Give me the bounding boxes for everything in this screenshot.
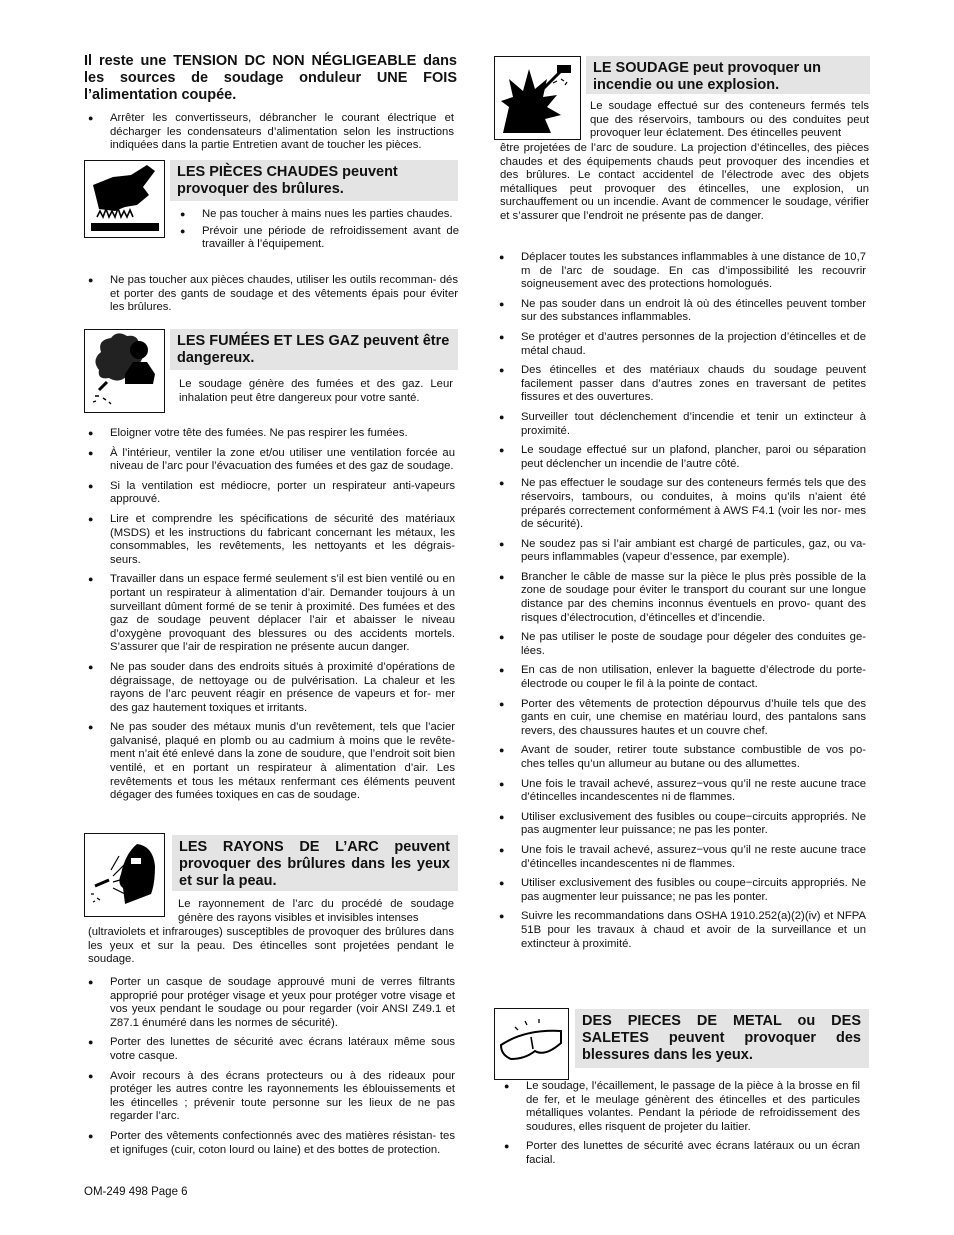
page-footer: OM-249 498 Page 6 bbox=[84, 1186, 188, 1198]
hot-hand-icon bbox=[84, 160, 165, 238]
list-item: ● Des étincelles et des matériaux chauds du soudage peuvent facilement passer dans d’autres zones en traversant de petites fissures et des ouvertures. bbox=[499, 364, 866, 405]
list-item: ● Eloigner votre tête des fumées. Ne pas respirer les fumées. bbox=[88, 427, 455, 441]
list-item: ● Ne pas effectuer le soudage sur des conteneurs fermés tels que des réservoirs, tambours, ou conduites, à moins qu’ils n’aient été préparés correctement conformément à AWS F4.1 (voir les nor- mes de sécurité). bbox=[499, 477, 866, 531]
intro-bullets bbox=[88, 112, 454, 153]
list-item: ● Porter des lunettes de sécurité avec écrans latéraux même sous votre casque. bbox=[88, 1036, 455, 1063]
list-item: ● Surveiller tout déclenchement d’incendie et tenir un extincteur à proximité. bbox=[499, 411, 866, 438]
list-item: ● Porter un casque de soudage approuvé muni de verres filtrants approprié pour protéger visage et yeux pour protéger votre visage et vos yeux pendant le soudage ou pour regarder (voir ANSI Z49.1 et Z87.1 énuméré dans les normes de sécurité). bbox=[88, 976, 455, 1030]
arc-rays-intro-text: Le rayonnement de l’arc du procédé de soudage génère des rayons visibles et invisibles intenses bbox=[178, 898, 454, 924]
safety-glasses-icon bbox=[494, 1008, 569, 1080]
list-item: ● Porter des lunettes de sécurité avec écrans latéraux ou un écran facial. bbox=[504, 1140, 860, 1167]
fire-explosion-icon bbox=[494, 56, 581, 140]
list-item: ● Le soudage effectué sur un plafond, plancher, paroi ou séparation peut déclencher un incendie de l’autre côté. bbox=[499, 444, 866, 471]
fumes-bullets bbox=[88, 427, 455, 803]
list-item: ● Une fois le travail achevé, assurez−vous qu’il ne reste aucune trace d’étincelles incandescentes ni de flammes. bbox=[499, 844, 866, 871]
list-item: ● Utiliser exclusivement des fusibles ou coupe−circuits appropriés. Ne pas augmenter leur puissance; ne pas les ponter. bbox=[499, 811, 866, 838]
list-item: ● Porter des vêtements confectionnés avec des matières résistan- tes et ignifuges (cuir, coton lourd ou laine) et des bottes de protection. bbox=[88, 1130, 455, 1157]
arc-rays-heading: LES RAYONS DE L’ARC peuvent provoquer des brûlures dans les yeux et sur la peau. bbox=[172, 835, 458, 891]
list-item: ● Arrêter les convertisseurs, débrancher le courant électrique et décharger les condensateurs d’alimentation selon les instructions indiquées dans la partie Entretien avant de toucher les pièces. bbox=[88, 112, 454, 153]
fumes-intro-text: Le soudage génère des fumées et des gaz. Leur inhalation peut être dangereux pour votre santé. bbox=[179, 378, 453, 404]
list-item: ● Avant de souder, retirer toute substance combustible de vos po- ches telles qu’un allumeur au butane ou des allumettes. bbox=[499, 744, 866, 771]
fire-intro-text: Le soudage effectué sur des conteneurs fermés tels que des réservoirs, tambours ou des conduites peut provoquer leur éclatement. Des étincelles peuvent bbox=[590, 100, 869, 140]
arc-rays-intro-continued: (ultraviolets et infrarouges) susceptibles de provoquer des brûlures dans les yeux et sur la peau. Des étincelles sont projetées pendant le soudage. bbox=[88, 926, 454, 966]
list-item: ● Se protéger et d’autres personnes de la projection d’étincelles et de métal chaud. bbox=[499, 331, 866, 358]
list-item: ● Prévoir une période de refroidissement avant de travailler à l’équipement. bbox=[180, 225, 459, 252]
list-item: ● Porter des vêtements de protection dépourvus d’huile tels que des gants en cuir, une chemise en matériau lourd, des pantalons sans revers, des chaussures hautes et un couvre chef. bbox=[499, 698, 866, 739]
list-item: ● En cas de non utilisation, enlever la baguette d’électrode du porte- électrode ou couper le fil à la pointe de contact. bbox=[499, 664, 866, 691]
list-item: ● Ne pas souder dans des endroits situés à proximité d’opérations de dégraissage, de nettoyage ou de pulvérisation. La chaleur et les rayons de l’arc peuvent réagir en présence de vapeurs et for- mer des gaz hautement toxiques et irritants. bbox=[88, 661, 455, 715]
hot-parts-inner-bullets bbox=[180, 208, 459, 252]
fumes-icon bbox=[84, 329, 165, 413]
metal-heading: DES PIECES DE METAL ou DES SALETES peuvent provoquer des blessures dans les yeux. bbox=[575, 1009, 869, 1068]
list-item: ● Ne pas utiliser le poste de soudage pour dégeler des conduites ge- lées. bbox=[499, 631, 866, 658]
list-item: ● Une fois le travail achevé, assurez−vous qu’il ne reste aucune trace d’étincelles incandescentes ni de flammes. bbox=[499, 778, 866, 805]
metal-bullets bbox=[504, 1080, 860, 1168]
arc-rays-icon bbox=[84, 833, 165, 917]
list-item: ● Ne pas souder dans un endroit là où des étincelles peuvent tomber sur des substances inflammables. bbox=[499, 298, 866, 325]
arc-rays-bullets bbox=[88, 976, 455, 1157]
hot-parts-heading: LES PIÈCES CHAUDES peuvent provoquer des brûlures. bbox=[170, 160, 458, 201]
list-item: ● Déplacer toutes les substances inflammables à une distance de 10,7 m de l’arc de soudage. En cas d’impossibilité les recouvrir soigneusement avec des protections homologués. bbox=[499, 251, 866, 292]
list-item: ● Ne pas souder des métaux munis d’un revêtement, tels que l’acier galvanisé, plaqué en plomb ou au cadmium à moins que le revête- ment n’ait été enlevé dans la zone de soudure, que l’endroit soit bien ventilé, et en portant un respirateur à alimentation d’air. Les revêtements et tous les métaux renfermant ces éléments peuvent dégager des fumées toxiques en cas de soudage. bbox=[88, 721, 455, 803]
list-item: ● Le soudage, l’écaillement, le passage de la pièce à la brosse en fil de fer, et le meulage génèrent des étincelles et des particules métalliques volantes. Pendant la période de refroidissement des soudures, elles risquent de projeter du laitier. bbox=[504, 1080, 860, 1134]
fire-intro-continued: être projetées de l’arc de soudure. La projection d’étincelles, des pièces chaudes et des équipements chauds peut provoquer des incendies et des brûlures. Le contact accidentel de l’électrode avec des objets métalliques peut provoquer des étincelles, une explosion, un surchauffement ou un incendie. Avant de commencer le soudage, vérifier et s’assurer que l’endroit ne présente pas de danger. bbox=[500, 142, 869, 222]
hot-parts-bullets bbox=[88, 274, 458, 315]
list-item: ● Si la ventilation est médiocre, porter un respirateur anti-vapeurs approuvé. bbox=[88, 480, 455, 507]
list-item: ● Travailler dans un espace fermé seulement s’il est bien ventilé ou en portant un respirateur à alimentation d’air. Demander toujours à un surveillant dûment formé de se tenir à proximité. Des fumées et des gaz de soudage peuvent déplacer l’air et abaisser le niveau d’oxygène provoquant des blessures ou des accidents mortels. S’assurer que l’air de respiration ne présente aucun danger. bbox=[88, 573, 455, 655]
fire-bullets bbox=[499, 251, 866, 951]
fumes-heading: LES FUMÉES ET LES GAZ peuvent être dangereux. bbox=[170, 329, 458, 370]
list-item: ● Lire et comprendre les spécifications de sécurité des matériaux (MSDS) et les instructions du fabricant concernant les métaux, les consommables, les revêtements, les nettoyants et les dégrais- seurs. bbox=[88, 513, 455, 567]
list-item: ● Suivre les recommandations dans OSHA 1910.252(a)(2)(iv) et NFPA 51B pour les travaux à chaud et avoir de la surveillance et un extincteur à proximité. bbox=[499, 910, 866, 951]
list-item: ● Ne soudez pas si l’air ambiant est chargé de particules, gaz, ou va- peurs inflammables (vapeur d’essence, par exemple). bbox=[499, 538, 866, 565]
fire-heading: LE SOUDAGE peut provoquer un incendie ou une explosion. bbox=[586, 56, 870, 94]
list-item: ● Ne pas toucher à mains nues les parties chaudes. bbox=[180, 208, 459, 222]
list-item: ● Avoir recours à des écrans protecteurs ou à des rideaux pour protéger les autres contre les rayonnements les éblouissements et les étincelles ; prévenir toute personne sur les lieux de ne pas regarder l’arc. bbox=[88, 1070, 455, 1124]
list-item: ● Ne pas toucher aux pièces chaudes, utiliser les outils recomman- dés et porter des gants de soudage et des vêtements épais pour éviter les brûlures. bbox=[88, 274, 458, 315]
list-item: ● Brancher le câble de masse sur la pièce le plus près possible de la zone de soudage pour éviter le transport du courant sur une longue distance par des chemins inconnus éventuels en provo- quant des risques d’électrocution, d’étincelles et d’incendie. bbox=[499, 571, 866, 625]
list-item: ● Utiliser exclusivement des fusibles ou coupe−circuits appropriés. Ne pas augmenter leur puissance; ne pas les ponter. bbox=[499, 877, 866, 904]
list-item: ● À l’intérieur, ventiler la zone et/ou utiliser une ventilation forcée au niveau de l’arc pour l’évacuation des fumées et des gaz de soudage. bbox=[88, 447, 455, 474]
tension-warning-title: Il reste une TENSION DC NON NÉGLIGEABLE dans les sources de soudage onduleur UNE FOIS l’alimentation coupée. bbox=[84, 53, 457, 103]
